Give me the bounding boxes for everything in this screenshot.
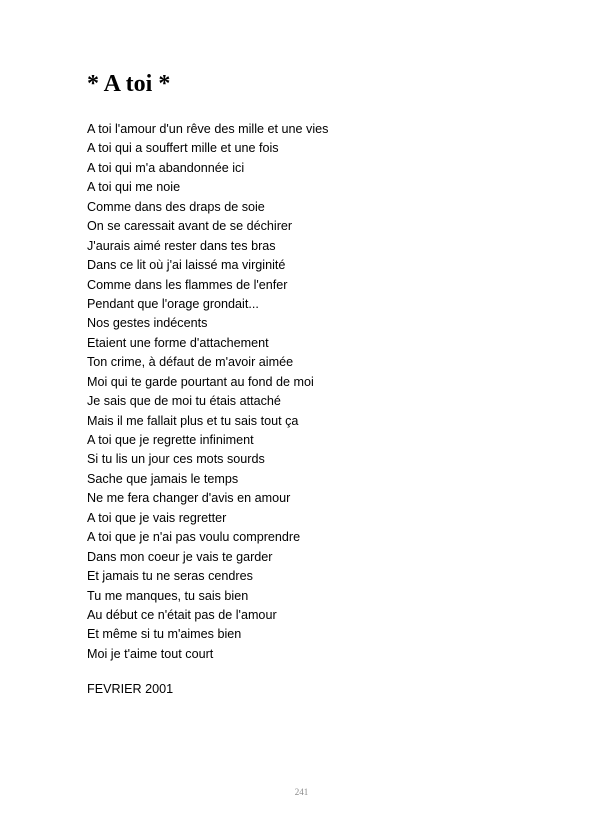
poem-line: A toi qui me noie <box>87 180 181 195</box>
poem-line: Moi qui te garde pourtant au fond de moi <box>87 374 314 389</box>
poem-line: Moi je t'aime tout court <box>87 646 214 661</box>
poem-line: Comme dans des draps de soie <box>87 199 265 214</box>
poem-title: * A toi * <box>87 71 171 97</box>
poem-line: A toi l'amour d'un rêve des mille et une vies <box>87 122 329 136</box>
poem-line: Ne me fera changer d'avis en amour <box>87 491 291 506</box>
poem-line: J'aurais aimé rester dans tes bras <box>87 238 276 253</box>
poem-line: Et jamais tu ne seras cendres <box>87 569 253 584</box>
poem-line: A toi que je n'ai pas voulu comprendre <box>87 530 301 545</box>
poem-line: Etaient une forme d'attachement <box>87 335 269 350</box>
poem-line: Et même si tu m'aimes bien <box>87 627 242 642</box>
poem-line: Tu me manques, tu sais bien <box>87 588 249 603</box>
poem-line: A toi que je vais regretter <box>87 510 227 525</box>
page-number: 241 <box>294 787 309 797</box>
poem-line: Je sais que de moi tu étais attaché <box>87 394 281 409</box>
poem-line: Mais il me fallait plus et tu sais tout ça <box>87 413 299 428</box>
poem-line: Si tu lis un jour ces mots sourds <box>87 452 265 467</box>
poem-line: A toi qui a souffert mille et une fois <box>87 141 279 156</box>
poem-line: Dans mon coeur je vais te garder <box>87 549 273 564</box>
poem-line: Ton crime, à défaut de m'avoir aimée <box>87 355 294 370</box>
poem-line: A toi qui m'a abandonnée ici <box>87 160 245 175</box>
poem-line: On se caressait avant de se déchirer <box>87 219 293 234</box>
poem-line: Au début ce n'était pas de l'amour <box>87 607 277 622</box>
poem-date: FEVRIER 2001 <box>87 682 174 696</box>
poem-line: Nos gestes indécents <box>87 316 208 331</box>
poem-line: Dans ce lit où j'ai laissé ma virginité <box>87 258 286 273</box>
poem-line: Comme dans les flammes de l'enfer <box>87 277 288 292</box>
poem-line: Sache que jamais le temps <box>87 471 239 486</box>
poem-body <box>87 120 328 664</box>
poem-line: Pendant que l'orage grondait... <box>87 296 259 311</box>
poem-line: A toi que je regrette infiniment <box>87 433 254 447</box>
